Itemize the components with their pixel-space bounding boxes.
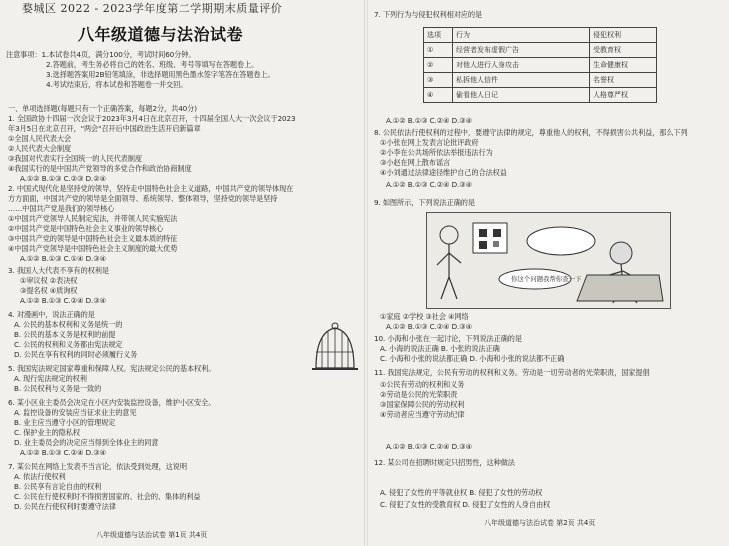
- answer-options: A.①② B.①③ C.②④ D.③④: [386, 442, 472, 451]
- table-cell: 偷看他人日记: [453, 88, 590, 103]
- answer-options: A.①② B.①③ C.②④ D.③④: [386, 180, 472, 189]
- text-line: 12. 某公司在招聘时规定只招男性，这种做法: [374, 458, 515, 467]
- text-line: 1. 全国政协十四届一次会议于2023年3月4日在北京召开，十四届全国人大一次会议于2023: [8, 114, 296, 123]
- text-line: B. 业主应当遵守小区的管理规定: [14, 418, 116, 427]
- table-cell: 受教育权: [590, 43, 657, 58]
- text-line: C. 公民在行使权利时不得损害国家的、社会的、集体的利益: [14, 492, 201, 501]
- page-footer: 八年级道德与法治试卷 第2页 共4页: [484, 519, 596, 527]
- table-header: 侵犯权利: [590, 28, 657, 43]
- text-line: B. 公民享有言论自由的权利: [14, 482, 102, 491]
- text-line: ②劳动是公民的光荣职责: [380, 390, 458, 399]
- text-line: ①小张在网上发表言论批评政府: [380, 138, 479, 147]
- text-line: 9. 如图所示，下列说法正确的是: [374, 198, 475, 207]
- table-cell: 经营者发布虚假广告: [453, 43, 590, 58]
- table-cell: ①: [424, 43, 453, 58]
- text-line: A. 依法行使权利: [14, 472, 66, 481]
- table-cell: ④: [424, 88, 453, 103]
- text-line: 4. 对漫画中，说法正确的是: [8, 310, 95, 319]
- text-line: 8. 公民依法行使权利的过程中，要遵守法律的规定，尊重他人的权利，不得损害公共利益，那么下列: [374, 128, 688, 137]
- text-line: ①审议权 ②表决权: [20, 276, 78, 285]
- text-line: 10. 小海和小张在一起讨论，下列说法正确的是: [374, 334, 522, 343]
- text-line: ③小赵在网上散布谣言: [380, 158, 451, 167]
- text-line: ④小刘通过法律途径维护自己的合法权益: [380, 168, 507, 177]
- answer-options: A.①② B.①③ C.②④ D.③④: [386, 116, 472, 125]
- text-line: 3. 我国人大代表不享有的权利是: [8, 266, 109, 275]
- cartoon-illustration: [426, 212, 671, 309]
- table-cell: 名誉权: [590, 73, 657, 88]
- table-cell: 私拆他人信件: [453, 73, 590, 88]
- text-line: 11. 我国宪法规定，公民有劳动的权利和义务。劳动是一切劳动者的光荣职责，国家提倡: [374, 368, 650, 377]
- text-line: ③国家保障公民的劳动权利: [380, 400, 465, 409]
- exam-title: 八年级道德与法治试卷: [78, 25, 244, 44]
- table-header: 选项: [424, 28, 453, 43]
- text-line: ③提名权 ④质询权: [20, 286, 78, 295]
- cartoon-drawing: [427, 213, 670, 308]
- text-line: C. 公民的权利和义务都由宪法规定: [14, 340, 123, 349]
- text-line: D. 公民在享有权利的同时必须履行义务: [14, 350, 138, 359]
- text-line: A. 小海的说法正确 B. 小张的说法正确: [380, 344, 500, 353]
- table-cell: ②: [424, 58, 453, 73]
- table-cell: 对他人进行人身攻击: [453, 58, 590, 73]
- answer-options: A.①② B.①③ C.①④ D.③④: [20, 254, 106, 263]
- text-line: ④中国共产党领导是中国特色社会主义制度的最大优势: [8, 244, 178, 253]
- text-line: ④劳动者应当遵守劳动纪律: [380, 410, 465, 419]
- text-line: A. 公民的基本权利和义务是统一的: [14, 320, 123, 329]
- text-line: B. 公民的基本义务是权利的前提: [14, 330, 116, 339]
- text-line: ②中国共产党是中国特色社会主义事业的领导核心: [8, 224, 164, 233]
- answer-options: A.①② B.①③ C.②④ D.③④: [20, 296, 106, 305]
- table-cell: ③: [424, 73, 453, 88]
- text-line: C. 小海和小张的说法都正确 D. 小海和小张的说法都不正确: [380, 354, 565, 363]
- page-footer: 八年级道德与法治试卷 第1页 共4页: [96, 531, 208, 539]
- text-line: ①中国共产党领导人民制定宪法，并带领人民实施宪法: [8, 214, 178, 223]
- answer-options: A.①② B.①③ C.②③ D.②④: [20, 174, 106, 183]
- text-line: ②人民代表大会制度: [8, 144, 72, 153]
- text-line: 2. 中国式现代化是坚持党的领导，坚持走中国特色社会主义道路，中国共产党的领导体现在: [8, 184, 294, 193]
- cartoon-speech: 你这个问题我帮你查一下: [511, 275, 582, 283]
- text-line: D. 业主委员会的决定应当得到全体业主的同意: [14, 438, 159, 447]
- text-line: C. 保护业主的隐私权: [14, 428, 80, 437]
- text-line: 7. 某公民在网络上发表不当言论，依法受到处理，这说明: [8, 462, 187, 471]
- text-line: ③我国对代表实行全国统一的人民代表制度: [8, 154, 142, 163]
- text-line: 年3月5日在北京召开，"两会"召开后中国政治生活开启新篇章: [8, 124, 201, 133]
- text-line: ④我国实行的是中国共产党领导的多党合作和政治协商制度: [8, 164, 192, 173]
- text-line: C. 侵犯了女性的受教育权 D. 侵犯了女性的人身自由权: [380, 500, 551, 509]
- text-line: ①全国人民代表大会: [8, 134, 72, 143]
- text-line: 5. 我国宪法规定国家尊重和保障人权。宪法规定公民的基本权利。: [8, 364, 216, 373]
- text-line: ②小李在公共场所依法举报违法行为: [380, 148, 493, 157]
- question-table: [423, 27, 657, 103]
- text-line: A. 侵犯了女性的平等就业权 B. 侵犯了女性的劳动权: [380, 488, 543, 497]
- text-line: 2.答题前，考生务必将自己的姓名、班级、考号等填写在答题卷上。: [46, 60, 259, 69]
- text-line: ①公民有劳动的权利和义务: [380, 380, 465, 389]
- text-line: ①家庭 ②学校 ③社会 ④网络: [380, 312, 469, 321]
- table-cell: 生命健康权: [590, 58, 657, 73]
- text-line: 4.考试结束后，将本试卷和答题卷一并交回。: [46, 80, 188, 89]
- section-title: 一、单项选择题(每题只有一个正确答案，每题2分，共40分): [8, 104, 197, 113]
- text-line: ……中国共产党是我们的领导核心: [8, 204, 115, 213]
- table-cell: 人格尊严权: [590, 88, 657, 103]
- text-line: 注意事项：1.本试卷共4页，满分100分，考试时间60分钟。: [6, 50, 196, 59]
- answer-options: A.①② B.①③ C.②④ D.③④: [20, 448, 106, 457]
- text-line: 3.选择题答案用2B铅笔填涂，非选择题用黑色墨水签字笔答在答题卷上。: [46, 70, 275, 79]
- text-line: A. 现行宪法规定的权利: [14, 374, 87, 383]
- text-line: A. 监控设备的安装应当征求业主的意见: [14, 408, 137, 417]
- text-line: 方方面面，中国共产党的领导是全面领导、系统领导、整体领导，坚持党的领导是坚持: [8, 194, 278, 203]
- birdcage-illustration: [308, 322, 363, 374]
- page-right: [366, 0, 729, 546]
- text-line: 6. 某小区业主委员会决定在小区内安装监控设备，维护小区安全。: [8, 398, 216, 407]
- answer-options: A.①② B.①③ C.②④ D.③④: [386, 322, 472, 331]
- text-line: ③中国共产党的领导是中国特色社会主义最本质的特征: [8, 234, 178, 243]
- exam-header: 婺城区 2022 - 2023学年度第二学期期末质量评价: [22, 2, 283, 15]
- table-header: 行为: [453, 28, 590, 43]
- text-line: D. 公民在行使权利时要遵守法律: [14, 502, 116, 511]
- question-title: 7. 下列行为与侵犯权利相对应的是: [374, 10, 483, 19]
- text-line: B. 公民权利与义务是一致的: [14, 384, 102, 393]
